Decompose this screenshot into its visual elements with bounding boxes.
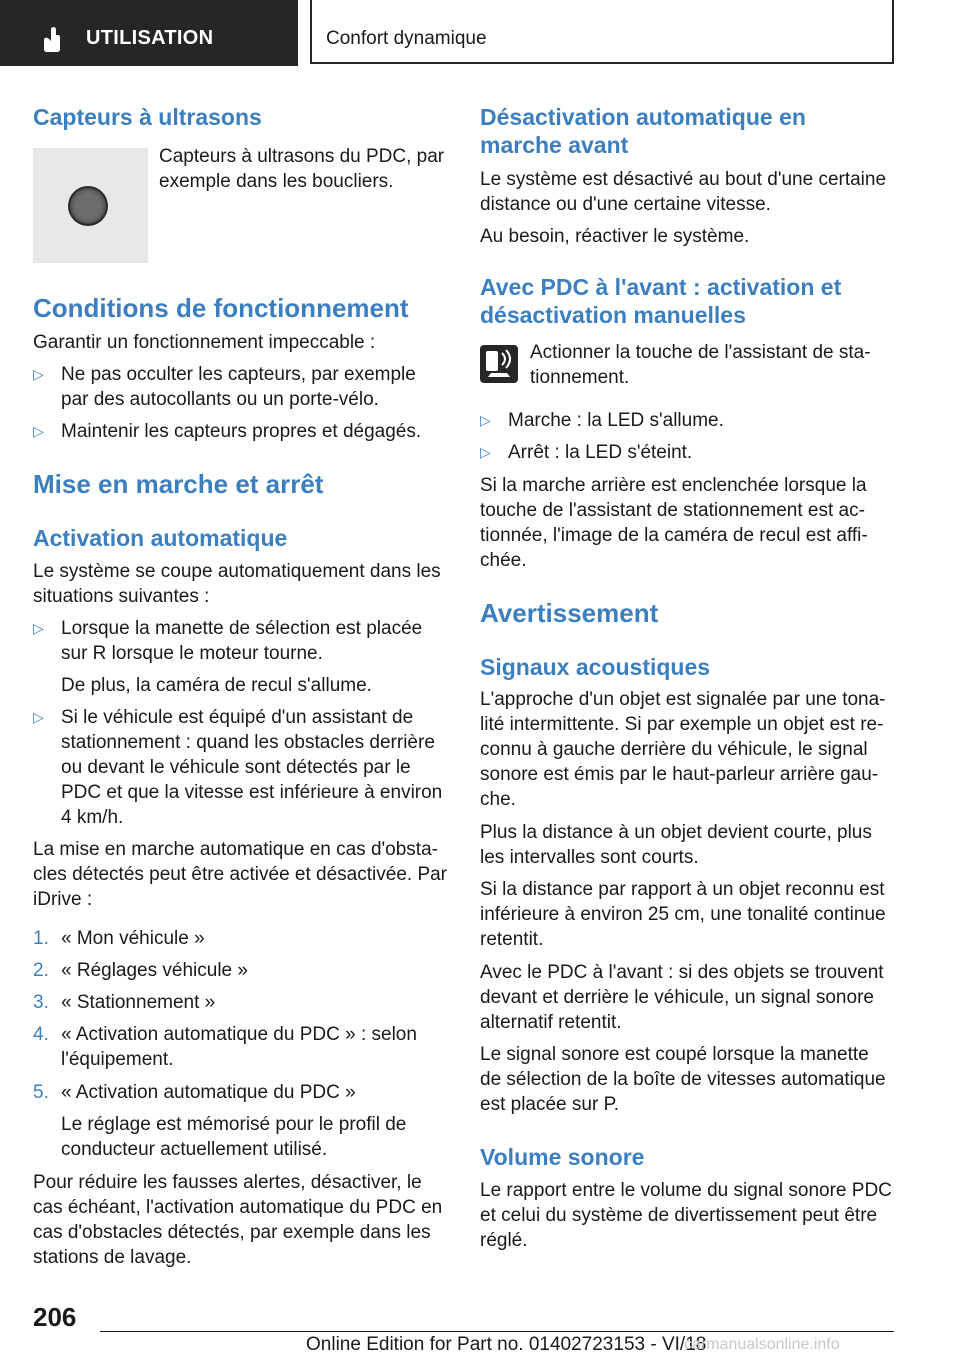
desactivation-text-2: Au besoin, réactiver le système. [480,226,750,247]
chapter-tab-label: Confort dynamique [326,28,487,49]
edition-text: Online Edition for Part no. 01402723153 - VI/18 [306,1334,707,1355]
signaux-text-3: Si la distance par rapport à un objet reconnu est inférieure à environ 25 cm, une tonalité continue retentit. [480,879,886,950]
desactivation-text-1: Le système est désactivé au bout d'une certaine distance ou d'une certaine vitesse. [480,169,887,215]
footer-divider [100,1331,894,1332]
heading-avertissement: Avertissement [480,598,659,628]
hand-icon [38,25,66,53]
signaux-text-1: L'approche d'un objet est signalée par une tona-lité intermittente. Si par exemple un objet est re-connu à gauche derrière du véhicule, le signal sonore est émis par le haut-parleur arrière gau-che. [480,689,886,810]
bullet-triangle-icon: ▷ [480,444,491,460]
signaux-text-2: Plus la distance à un objet devient courte, plus les intervalles sont courts. [480,822,872,868]
activation-intro: Le système se coupe automatiquement dans les situations suivantes : [33,561,441,607]
section-tab-label: UTILISATION [86,27,214,49]
chapter-tab[interactable] [310,0,894,64]
bullet-triangle-icon: ▷ [33,366,44,382]
closing-text: Pour réduire les fausses alertes, désactiver, le cas échéant, l'activation automatique du PDC en cas d'obstacles détectés, par exemple dans les stations de lavage. [33,1172,443,1268]
signaux-text-4: Avec le PDC à l'avant : si des objets se trouvent devant et derrière le véhicule, un signal sonore alternatif retentit. [480,962,884,1033]
parking-sensor-icon [480,345,518,383]
heading-activation: Activation automatique [33,525,288,551]
parking-assistant-button-icon [480,345,518,383]
heading-mise-en-marche: Mise en marche et arrêt [33,469,324,499]
step5-note: Le réglage est mémorisé pour le profil de conducteur actuellement utilisé. [61,1114,407,1160]
bullet-triangle-icon: ▷ [33,423,44,439]
page-header [0,0,960,66]
volume-text: Le rapport entre le volume du signal sonore PDC et celui du système de divertissement peut être réglé. [480,1180,892,1251]
capteurs-text: Capteurs à ultrasons du PDC, par exemple dans les boucliers. [159,146,445,192]
marche-arriere-text: Si la marche arrière est enclenchée lorsque la touche de l'assistant de stationnement est ac-tionnée, l'image de la caméra de recul est affi-chée. [480,475,868,571]
page-number: 206 [33,1302,77,1332]
heading-capteurs: Capteurs à ultrasons [33,104,262,130]
bullet-triangle-icon: ▷ [33,709,44,725]
heading-signaux: Signaux acoustiques [480,654,711,680]
bullet-triangle-icon: ▷ [33,620,44,636]
heading-conditions: Conditions de fonctionnement [33,293,409,323]
idrive-text: La mise en marche automatique en cas d'obsta-cles détectés peut être activée et désactivée. Par iDrive : [33,839,448,910]
activation-note: De plus, la caméra de recul s'allume. [61,675,372,696]
ultrasonic-sensor-image [33,148,148,263]
heading-volume: Volume sonore [480,1144,645,1170]
pdc-text: Actionner la touche de l'assistant de sta-tionnement. [530,342,871,388]
heading-pdc-avant: Avec PDC à l'avant : activation et désactivation manuelles [480,274,842,328]
sensor-disc [70,188,106,224]
signaux-text-5: Le signal sonore est coupé lorsque la manette de sélection de la boîte de vitesses automatique est placée sur P. [480,1044,886,1115]
watermark: carmanualsonline.info [684,1336,840,1353]
bullet-triangle-icon: ▷ [480,412,491,428]
section-tab[interactable] [0,0,298,66]
conditions-intro: Garantir un fonctionnement impeccable : [33,332,376,353]
heading-desactivation: Désactivation automatique en marche avant [480,104,806,158]
